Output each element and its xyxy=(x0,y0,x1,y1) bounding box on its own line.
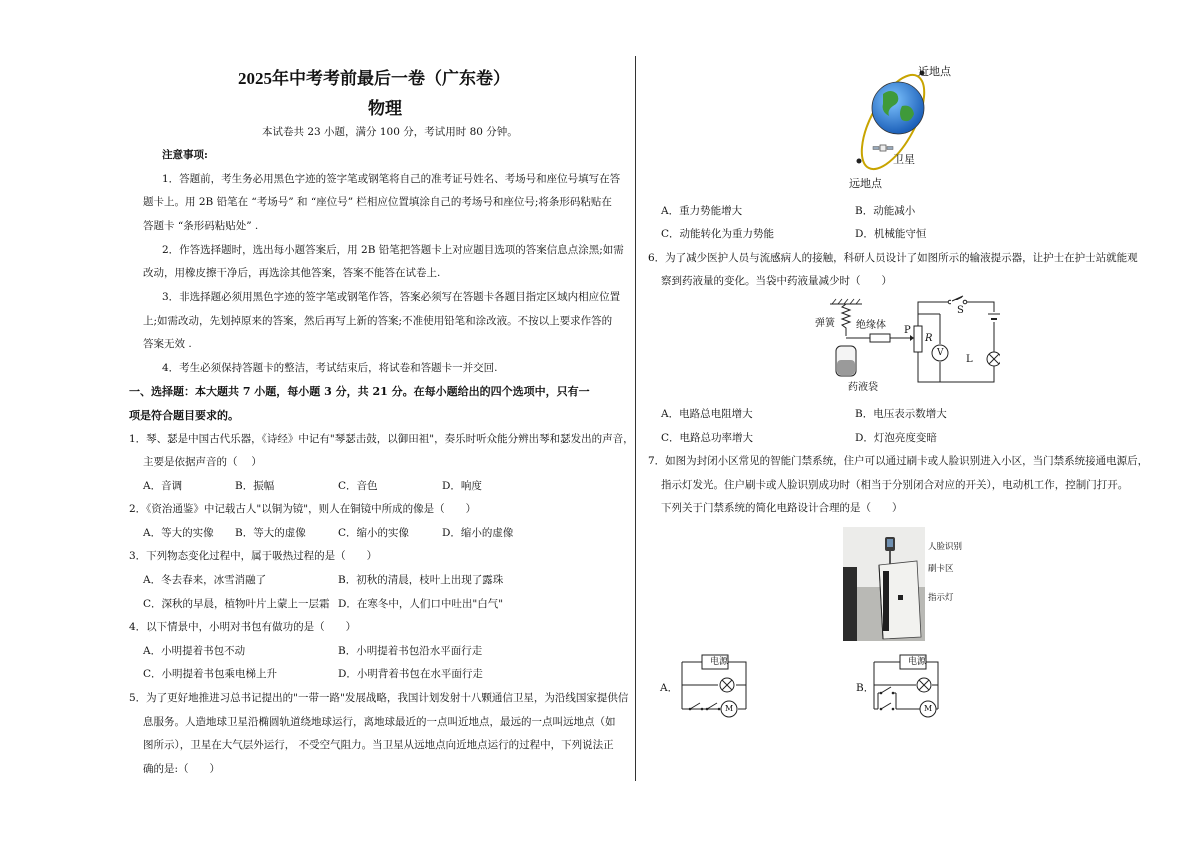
q4-option-d: D．小明背着书包在水平面行走 xyxy=(338,668,483,680)
satellite-orbit-figure xyxy=(838,60,968,192)
note-line: 答案无效 . xyxy=(143,338,192,350)
note-line: 1．答题前，考生务必用黑色字迹的签字笔或钢笔将自己的准考证号姓名、考场号和座位号填写在答 xyxy=(162,173,621,185)
indicator-light-icon xyxy=(898,595,903,600)
q5-stem: 5．为了更好地推进习总书记提出的"一带一路"发展战略，我国计划发射十八颗通信卫星，为沿线国家提供信 xyxy=(129,692,629,704)
q5-option-c: C．动能转化为重力势能 xyxy=(661,228,775,240)
q6-option-d: D．灯泡亮度变暗 xyxy=(855,432,937,444)
q5-option-b: B．动能减小 xyxy=(855,205,916,217)
face-recognition-label: 人脸识别 xyxy=(928,542,963,552)
q7-option-b: B． xyxy=(856,682,875,694)
spring-label: 弹簧 xyxy=(815,318,835,329)
lamp-l-label: L xyxy=(966,354,973,365)
q5-stem-cont: 息服务。人造地球卫星沿椭圆轨道绕地球运行，离地球最近的一点叫近地点，最远的一点叫远地点（如 xyxy=(143,716,616,728)
exam-summary: 本试卷共 23 小题，满分 100 分，考试用时 80 分钟。 xyxy=(262,126,518,138)
q3-stem: 3．下列物态变化过程中，属于吸热过程的是（ ） xyxy=(129,550,378,562)
section-heading-cont: 项是符合题目要求的。 xyxy=(129,409,239,422)
switch-s-label: S xyxy=(957,305,964,316)
switch-icon xyxy=(880,687,895,696)
q2-option-c: C．缩小的实像 xyxy=(338,527,410,539)
infusion-circuit-figure xyxy=(810,294,1000,396)
section-heading: 一、选择题：本大题共 7 小题，每小题 3 分，共 21 分。在每小题给出的四个选项中，只有一 xyxy=(129,385,590,398)
motor-label-b: M xyxy=(924,704,933,713)
q7-stem-cont: 下列关于门禁系统的简化电路设计合理的是（ ） xyxy=(661,502,903,514)
satellite-icon xyxy=(873,145,893,151)
note-line: 上;如需改动，先划掉原来的答案，然后再写上新的答案;不准使用铅笔和涂改液。不按以上要求作答的 xyxy=(143,315,613,327)
resistor-r-label: R xyxy=(925,333,933,344)
note-line: 2．作答选择题时，选出每小题答案后，用 2B 铅笔把答题卡上对应题目选项的答案信息点涂黑;如需 xyxy=(162,244,624,256)
q3-option-c: C．深秋的早晨，植物叶片上蒙上一层霜 xyxy=(143,598,330,610)
q7-option-a: A． xyxy=(660,682,679,694)
q5-stem-cont: 确的是:（ ） xyxy=(143,763,221,775)
voltmeter-v-label: V xyxy=(937,348,944,358)
note-line: 改动，用橡皮擦干净后，再选涂其他答案，答案不能答在试卷上. xyxy=(143,267,441,279)
insulator-label: 绝缘体 xyxy=(856,320,886,331)
satellite-label: 卫星 xyxy=(893,153,915,166)
column-divider xyxy=(635,56,636,781)
q6-option-a: A．电路总电阻增大 xyxy=(661,408,753,420)
page-title: 2025年中考考前最后一卷（广东卷） xyxy=(238,69,510,88)
card-area-label: 刷卡区 xyxy=(928,564,954,574)
earth-icon xyxy=(872,82,924,134)
q3-option-a: A．冬去春来，冰雪消融了 xyxy=(143,574,267,586)
apogee-label: 远地点 xyxy=(849,177,882,190)
q6-stem: 6．为了减少医护人员与流感病人的接触，科研人员设计了如图所示的输液提示器，让护士在护士站就能观 xyxy=(648,252,1138,264)
q7-stem-cont: 指示灯发光。住户刷卡或人脸识别成功时（相当于分别闭合对应的开关），电动机工作，控制门打开。 xyxy=(661,479,1129,491)
q1-stem: 1．琴、瑟是中国古代乐器，《诗经》中记有"琴瑟击鼓，以御田祖"，奏乐时听众能分辨出琴和瑟发出的声音， xyxy=(129,433,634,445)
q4-stem: 4．以下情景中，小明对书包有做功的是（ ） xyxy=(129,621,357,633)
switch-icon xyxy=(880,703,895,712)
q3-option-b: B．初秋的清晨，枝叶上出现了露珠 xyxy=(338,574,504,586)
resistor-icon xyxy=(914,326,922,352)
slider-p-label: P xyxy=(904,325,911,336)
q6-option-c: C．电路总功率增大 xyxy=(661,432,754,444)
motor-label-a: M xyxy=(725,704,734,713)
q2-option-d: D．缩小的虚像 xyxy=(442,527,514,539)
insulator-icon xyxy=(870,334,890,342)
subject-title: 物理 xyxy=(368,99,402,119)
spring-icon xyxy=(842,304,850,336)
q2-stem: 2．《资治通鉴》中记载古人"以铜为镜"，则人在铜镜中所成的像是（ ） xyxy=(129,503,477,515)
indicator-light-label: 指示灯 xyxy=(928,593,954,603)
q5-option-a: A．重力势能增大 xyxy=(661,205,743,217)
q7-stem: 7．如图为封闭小区常见的智能门禁系统，住户可以通过刷卡或人脸识别进入小区，当门禁系统接通电源后， xyxy=(648,455,1149,467)
perigee-label: 近地点 xyxy=(918,65,951,78)
q2-option-a: A．等大的实像 xyxy=(143,527,214,539)
access-gate-photo xyxy=(843,527,925,641)
q5-stem-cont: 图所示），卫星在大气层外运行， 不受空气阻力。当卫星从远地点向近地点运行的过程中，下列说法正 xyxy=(143,739,614,751)
q1-option-c: C．音色 xyxy=(338,480,378,492)
note-line: 3．非选择题必须用黑色字迹的签字笔或钢笔作答，答案必须写在答题卡各题目指定区域内相应位置 xyxy=(162,291,621,303)
note-line: 4．考生必须保持答题卡的整洁，考试结束后，将试卷和答题卡一并交回. xyxy=(162,362,498,374)
apogee-point xyxy=(857,159,862,164)
q4-option-c: C．小明提着书包乘电梯上升 xyxy=(143,668,278,680)
q4-option-b: B．小明提着书包沿水平面行走 xyxy=(338,645,483,657)
q1-option-a: A．音调 xyxy=(143,480,183,492)
q2-option-b: B．等大的虚像 xyxy=(235,527,306,539)
notes-heading: 注意事项: xyxy=(162,149,208,161)
q1-option-d: D．响度 xyxy=(442,480,482,492)
power-label-a: 电源 xyxy=(710,657,729,667)
q1-option-b: B．振幅 xyxy=(235,480,275,492)
power-label-b: 电源 xyxy=(908,657,927,667)
bag-label: 药液袋 xyxy=(848,382,878,393)
note-line: 答题卡 “条形码粘贴处” . xyxy=(143,220,259,232)
q5-option-d: D．机械能守恒 xyxy=(855,228,927,240)
q1-stem-cont: 主要是依据声音的（ ） xyxy=(143,456,262,468)
q4-option-a: A．小明提着书包不动 xyxy=(143,645,246,657)
q3-option-d: D．在寒冬中，人们口中吐出"白气" xyxy=(338,598,504,610)
q6-option-b: B．电压表示数增大 xyxy=(855,408,947,420)
note-line: 题卡上。用 2B 铅笔在 “考场号” 和 “座位号” 栏相应位置填涂自己的考场号和座位号;将条形码粘贴在 xyxy=(143,196,612,208)
q6-stem-cont: 察到药液量的变化。当袋中药液量减少时（ ） xyxy=(661,275,892,287)
